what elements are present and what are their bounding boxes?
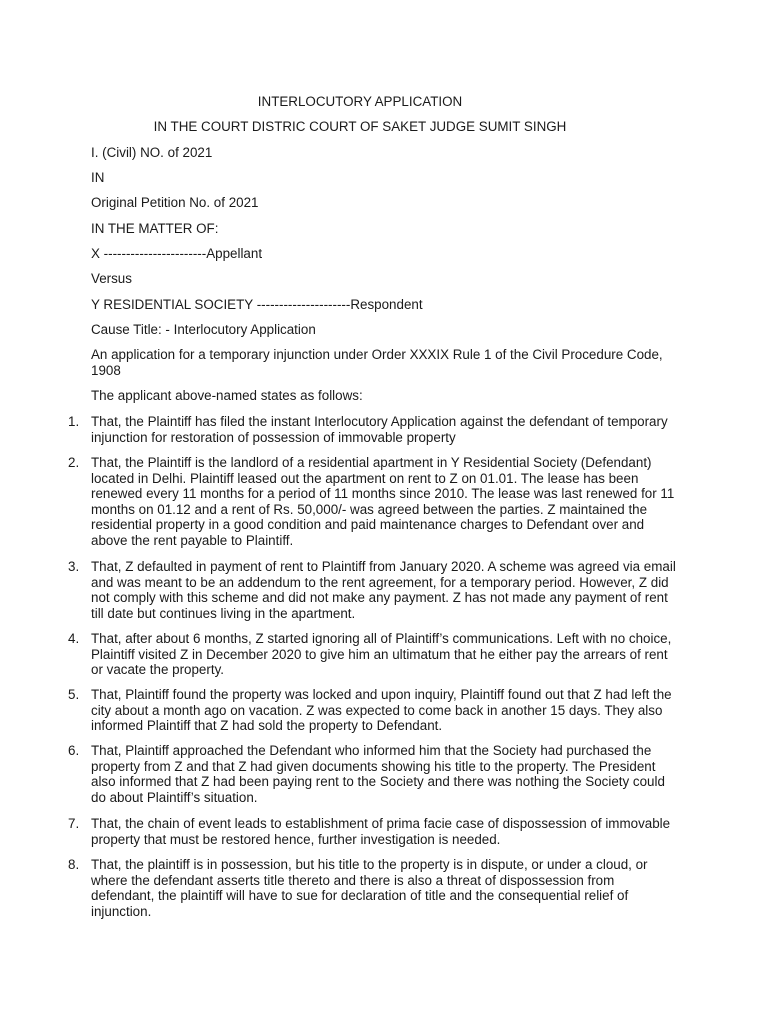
list-item-number: 2.	[68, 455, 80, 470]
list-item-text: That, Plaintiff found the property was locked and upon inquiry, Plaintiff found out that Z had left the city about a month ago on vacation. Z was expected to come back in another 15 days. They also informed Plaintiff that Z had sold the property to Defendant.	[91, 687, 672, 734]
matter-heading: IN THE MATTER OF:	[91, 221, 219, 236]
list-item-text: That, the plaintiff is in possession, but his title to the property is in dispute, or under a cloud, or where the defendant asserts title thereto and there is also a threat of dispossession from defendant, the plaintiff will have to sue for declaration of title and the consequential relief of injunction.	[91, 857, 648, 919]
appellant-line: X -----------------------Appellant	[91, 246, 263, 261]
document-title: INTERLOCUTORY APPLICATION	[257, 94, 463, 109]
list-item-number: 7.	[68, 816, 80, 831]
list-item-text: That, Plaintiff approached the Defendant who informed him that the Society had purchased the property from Z and that Z had given documents showing his title to the property. The President also informed that Z had been paying rent to the Society and there was nothing the Society could do about Plaintiff’s situation.	[91, 743, 665, 805]
list-item-text: That, the Plaintiff is the landlord of a residential apartment in Y Residential Society (Defendant) located in Delhi. Plaintiff leased out the apartment on rent to Z on 01.01. The lease has been renewed every 11 months for a period of 11 months since 2010. The lease was last renewed for 11 months on 01.12 and a rent of Rs. 50,000/- was agreed between the parties. Z maintained the residential property in a good condition and paid maintenance charges to Defendant over and above the rent payable to Plaintiff.	[91, 455, 675, 548]
in-label: IN	[91, 170, 105, 185]
list-item-text: That, after about 6 months, Z started ignoring all of Plaintiff’s communications. Left with no choice, Plaintiff visited Z in December 2020 to give him an ultimatum that he either pay the arrears of rent or vacate the property.	[91, 631, 672, 678]
list-item-text: That, the Plaintiff has filed the instant Interlocutory Application against the defendant of temporary injunction for restoration of possession of immovable property	[91, 414, 668, 445]
list-item-number: 6.	[68, 743, 80, 758]
case-number: I. (Civil) NO. of 2021	[91, 145, 213, 160]
court-heading: IN THE COURT DISTRIC COURT OF SAKET JUDGE SUMIT SINGH	[153, 119, 567, 134]
list-item-number: 3.	[68, 559, 80, 574]
list-item-number: 4.	[68, 631, 80, 646]
intro-statement: The applicant above-named states as follows:	[91, 388, 363, 403]
application-description: An application for a temporary injunction under Order XXXIX Rule 1 of the Civil Procedure Code, 1908	[91, 347, 663, 378]
list-item-number: 8.	[68, 857, 80, 872]
cause-title: Cause Title: - Interlocutory Application	[91, 322, 316, 337]
versus-line: Versus	[91, 271, 132, 286]
respondent-line: Y RESIDENTIAL SOCIETY ---------------------Respondent	[91, 297, 423, 312]
petition-number: Original Petition No. of 2021	[91, 195, 259, 210]
list-item-text: That, Z defaulted in payment of rent to Plaintiff from January 2020. A scheme was agreed via email and was meant to be an addendum to the rent agreement, for a temporary period. However, Z did not comply with this scheme and did not make any payment. Z has not made any payment of rent till date but continues living in the apartment.	[91, 559, 676, 621]
list-item-number: 1.	[68, 414, 80, 429]
list-item-number: 5.	[68, 687, 80, 702]
list-item-text: That, the chain of event leads to establishment of prima facie case of dispossession of immovable property that must be restored hence, further investigation is needed.	[91, 816, 671, 847]
